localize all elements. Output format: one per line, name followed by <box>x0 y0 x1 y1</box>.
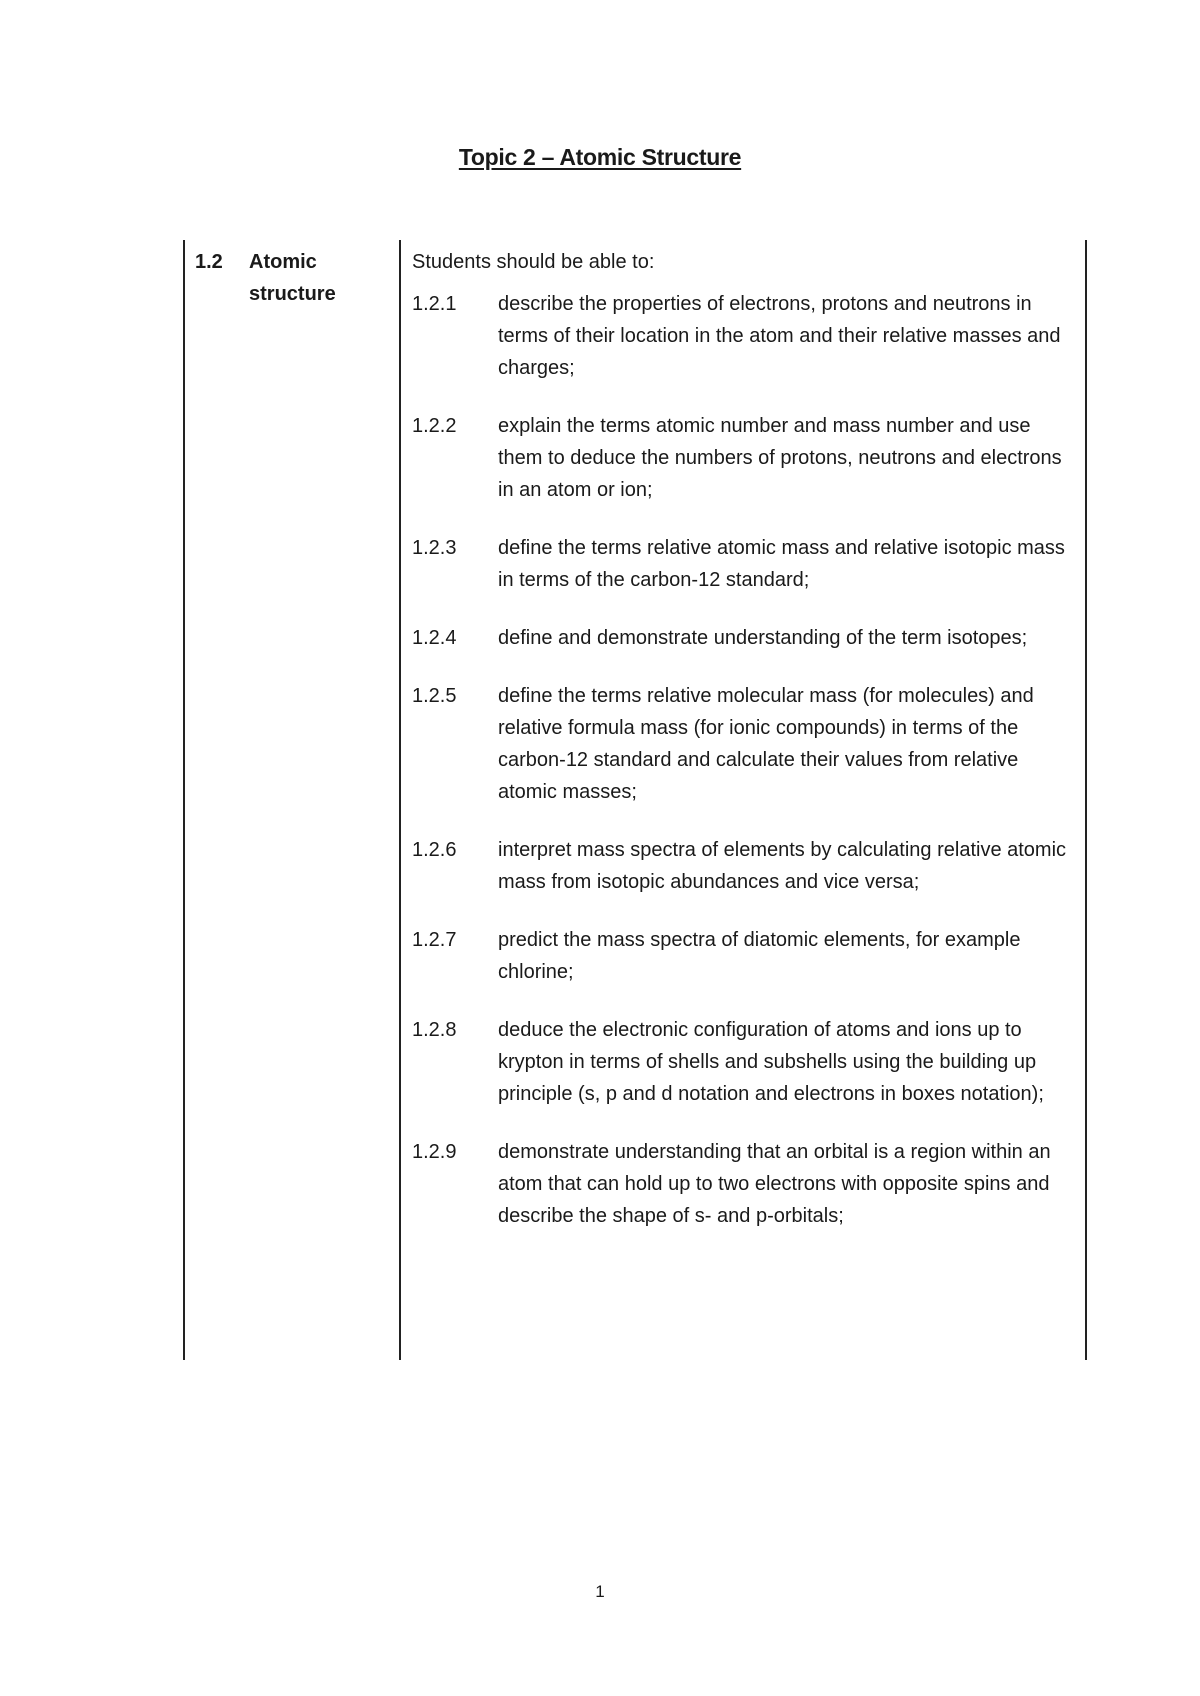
objective-text: deduce the electronic configuration of atoms and ions up to krypton in terms of shells and subshells using the building up principle (s, p and d notation and electrons in boxes notation); <box>498 1019 1044 1105</box>
syllabus-table <box>183 240 1087 1360</box>
page-number: 1 <box>595 1582 605 1601</box>
objective-text: interpret mass spectra of elements by calculating relative atomic mass from isotopic abundances and vice versa; <box>498 839 1067 893</box>
objective-text: define and demonstrate understanding of the term isotopes; <box>498 627 1028 649</box>
objective-code: 1.2.4 <box>412 627 457 649</box>
objective-item <box>412 924 1077 988</box>
objective-code: 1.2.7 <box>412 929 457 951</box>
objective-item <box>412 288 1077 384</box>
objective-text: demonstrate understanding that an orbital is a region within an atom that can hold up to two electrons with opposite spins and describe the shape of s- and p-orbitals; <box>498 1141 1051 1227</box>
objective-code: 1.2.5 <box>412 685 457 707</box>
objective-item <box>412 1014 1077 1110</box>
intro-text: Students should be able to: <box>412 251 655 273</box>
objective-item <box>412 410 1077 506</box>
objective-item <box>412 1136 1077 1232</box>
table-right-border <box>1085 240 1087 1360</box>
objective-text: define the terms relative molecular mass (for molecules) and relative formula mass (for ionic compounds) in terms of the carbon-12 standard and calculate their values from relative atomic masses; <box>498 685 1034 803</box>
objective-code: 1.2.1 <box>412 293 457 315</box>
objective-code: 1.2.2 <box>412 415 457 437</box>
content-cell <box>412 246 1077 1258</box>
table-column-divider <box>399 240 401 1360</box>
objective-text: describe the properties of electrons, protons and neutrons in terms of their location in the atom and their relative masses and charges; <box>498 293 1061 379</box>
objective-code: 1.2.3 <box>412 537 457 559</box>
objective-item <box>412 622 1077 654</box>
objective-item <box>412 680 1077 808</box>
objective-text: predict the mass spectra of diatomic elements, for example chlorine; <box>498 929 1021 983</box>
table-left-border <box>183 240 185 1360</box>
objective-code: 1.2.6 <box>412 839 457 861</box>
objective-item <box>412 834 1077 898</box>
section-number: 1.2 <box>195 251 223 273</box>
objective-text: define the terms relative atomic mass and relative isotopic mass in terms of the carbon-12 standard; <box>498 537 1065 591</box>
section-name: Atomic structure <box>249 251 336 305</box>
objective-code: 1.2.8 <box>412 1019 457 1041</box>
page-title: Topic 2 – Atomic Structure <box>458 144 742 170</box>
objective-text: explain the terms atomic number and mass number and use them to deduce the numbers of protons, neutrons and electrons in an atom or ion; <box>498 415 1062 501</box>
objective-item <box>412 532 1077 596</box>
objective-code: 1.2.9 <box>412 1141 457 1163</box>
